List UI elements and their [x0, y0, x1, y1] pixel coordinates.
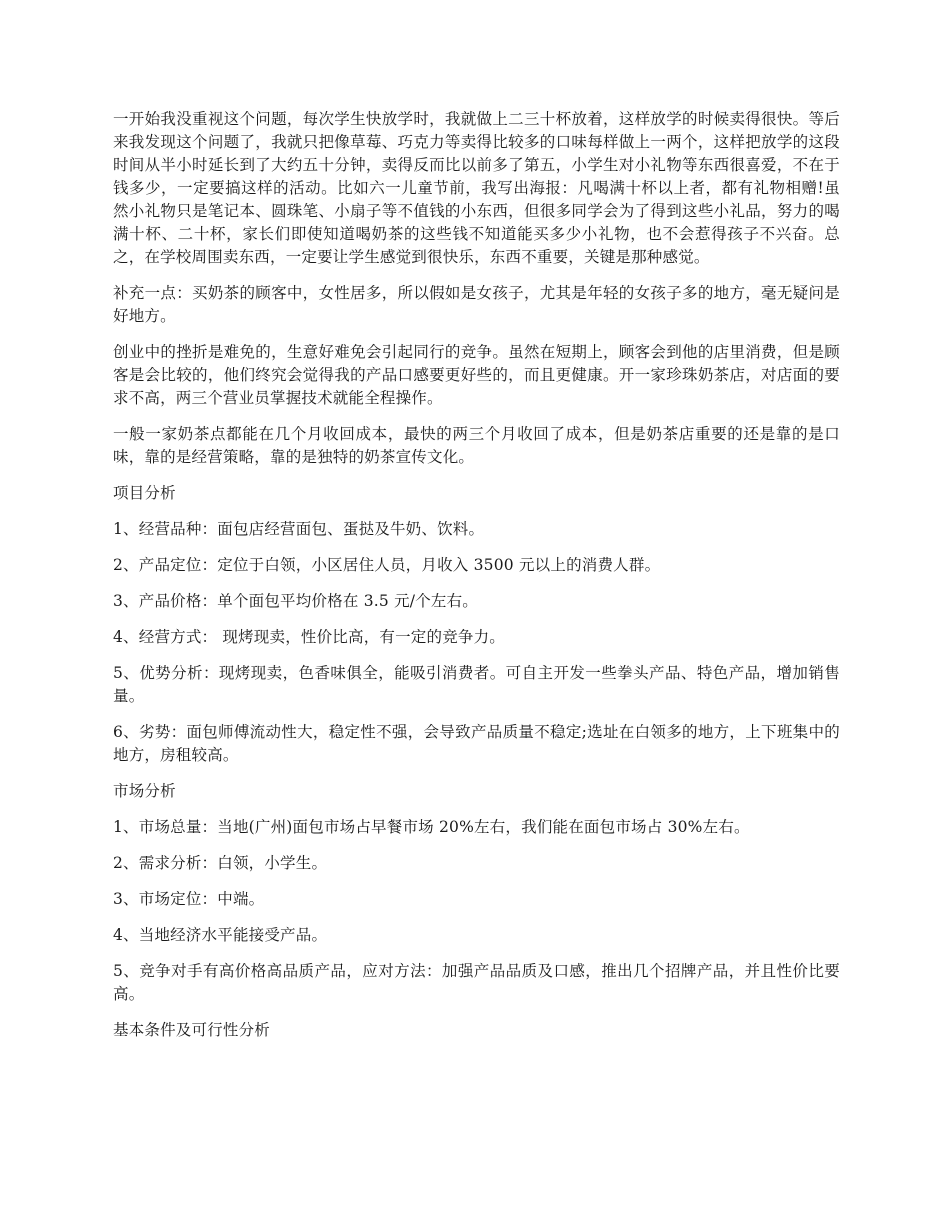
project-item-6: 6、劣势：面包师傅流动性大，稳定性不强，会导致产品质量不稳定;选址在白领多的地方，上下班集中的地方，房租较高。	[113, 723, 840, 764]
intro-paragraph-4: 一般一家奶茶点都能在几个月收回成本，最快的两三个月收回了成本，但是奶茶店重要的还是靠的是口味，靠的是经营策略，靠的是独特的奶茶宣传文化。	[113, 425, 840, 466]
intro-paragraph-1: 一开始我没重视这个问题，每次学生快放学时，我就做上二三十杯放着，这样放学的时候卖得很快。等后来我发现这个问题了，我就只把像草莓、巧克力等卖得比较多的口味每样做上一两个，这样把放学的这段时间从半小时延长到了大约五十分钟，卖得反而比以前多了第五，小学生对小礼物等东西很喜爱，不在于钱多少，一定要搞这样的活动。比如六一儿童节前，我写出海报：凡喝满十杯以上者，都有礼物相赠!虽然小礼物只是笔记本、圆珠笔、小扇子等不值钱的小东西，但很多同学会为了得到这些小礼品，努力的喝满十杯、二十杯，家长们即使知道喝奶茶的这些钱不知道能买多少小礼物，也不会惹得孩子不兴奋。总之，在学校周围卖东西，一定要让学生感觉到很快乐，东西不重要，关键是那种感觉。	[113, 110, 840, 266]
document-body	[113, 108, 840, 1055]
section-heading-market-analysis: 市场分析	[113, 782, 176, 800]
project-item-4: 4、经营方式： 现烤现卖，性价比高，有一定的竞争力。	[113, 628, 505, 646]
market-item-2: 2、需求分析：白领，小学生。	[113, 854, 328, 872]
section-heading-feasibility: 基本条件及可行性分析	[113, 1021, 271, 1039]
intro-paragraph-2: 补充一点：买奶茶的顾客中，女性居多，所以假如是女孩子，尤其是年轻的女孩子多的地方，毫无疑问是好地方。	[113, 284, 840, 325]
project-item-1: 1、经营品种：面包店经营面包、蛋挞及牛奶、饮料。	[113, 520, 485, 538]
project-item-3: 3、产品价格：单个面包平均价格在 3.5 元/个左右。	[113, 592, 478, 610]
section-heading-project-analysis: 项目分析	[113, 484, 176, 502]
market-item-4: 4、当地经济水平能接受产品。	[113, 926, 328, 944]
market-item-5: 5、竞争对手有高价格高品质产品，应对方法：加强产品品质及口感，推出几个招牌产品，并且性价比要高。	[113, 962, 840, 1003]
market-item-3: 3、市场定位：中端。	[113, 890, 265, 908]
intro-paragraph-3: 创业中的挫折是难免的，生意好难免会引起同行的竞争。虽然在短期上，顾客会到他的店里消费，但是顾客是会比较的，他们终究会觉得我的产品口感要更好些的，而且更健康。开一家珍珠奶茶店，对店面的要求不高，两三个营业员掌握技术就能全程操作。	[113, 343, 840, 407]
project-item-2: 2、产品定位：定位于白领，小区居住人员，月收入 3500 元以上的消费人群。	[113, 556, 661, 574]
market-item-1: 1、市场总量：当地(广州)面包市场占早餐市场 20%左右，我们能在面包市场占 30%左右。	[113, 818, 750, 836]
project-item-5: 5、优势分析：现烤现卖，色香味俱全，能吸引消费者。可自主开发一些拳头产品、特色产品，增加销售量。	[113, 664, 840, 705]
